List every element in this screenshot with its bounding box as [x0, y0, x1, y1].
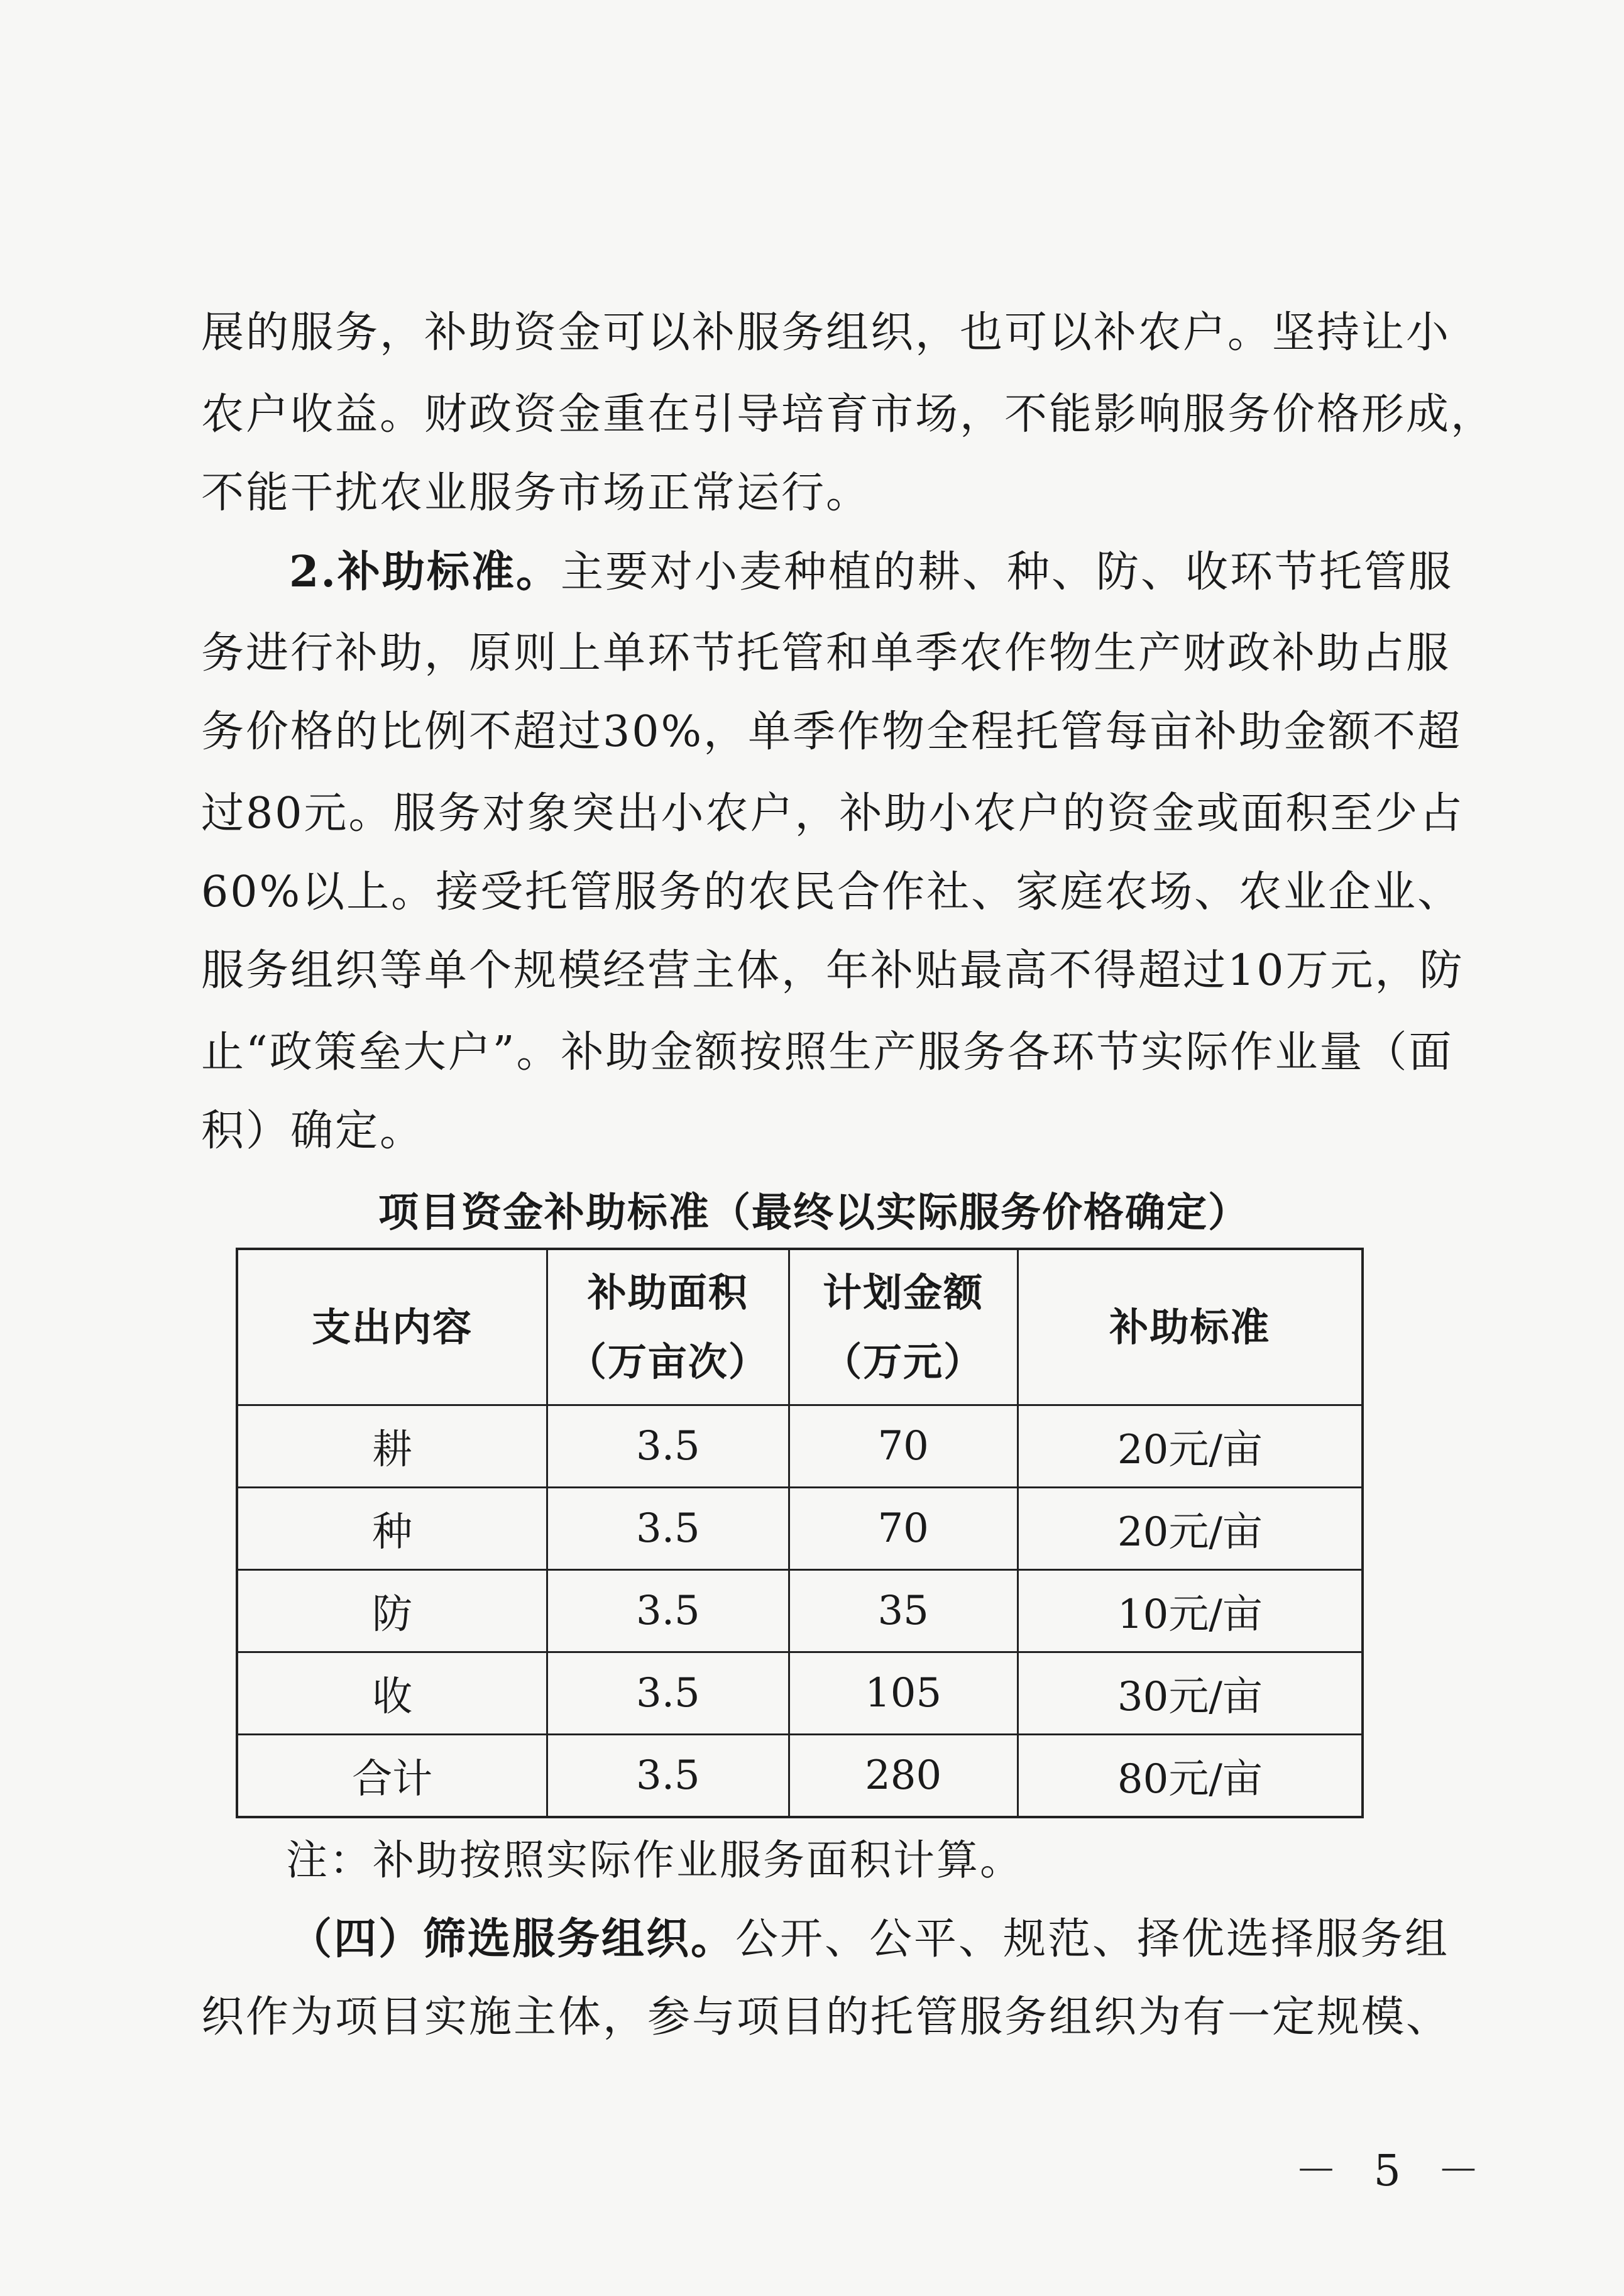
table-caption: 项目资金补助标准（最终以实际服务价格确定） — [378, 1190, 1249, 1236]
cell-amount: 70 — [789, 1488, 1018, 1570]
table-note: 注：补助按照实际作业服务面积计算。 — [286, 1836, 1023, 1884]
header-subsidy-standard: 补助标准 — [1018, 1249, 1363, 1405]
table-total-row — [237, 1735, 1363, 1818]
cell-amount: 280 — [789, 1735, 1018, 1818]
header-unit: （万亩次） — [567, 1338, 769, 1385]
table-header-row — [237, 1249, 1363, 1405]
paragraph-text: 主要对小麦种植的耕、种、防、收环节托管服 — [561, 547, 1454, 597]
paragraph-line: 织作为项目实施主体，参与项目的托管服务组织为有一定规模、 — [201, 1992, 1451, 2042]
cell-standard: 10元/亩 — [1018, 1570, 1363, 1652]
cell-area: 3.5 — [547, 1735, 789, 1818]
paragraph-line: 展的服务，补助资金可以补服务组织，也可以补农户。坚持让小 — [201, 308, 1451, 358]
paragraph-line: 务价格的比例不超过30%，单季作物全程托管每亩补助金额不超 — [201, 707, 1462, 757]
header-planned-amount — [789, 1249, 1018, 1405]
page-number: － 5 － — [1295, 2146, 1491, 2196]
cell-standard: 80元/亩 — [1018, 1735, 1363, 1818]
section-heading: （四）筛选服务组织。 — [289, 1914, 736, 1964]
paragraph-line: 过80元。服务对象突出小农户，补助小农户的资金或面积至少占 — [201, 789, 1464, 838]
paragraph-line — [289, 1914, 1450, 1965]
cell-amount: 35 — [789, 1570, 1018, 1652]
paragraph-line: 60%以上。接受托管服务的农民合作社、家庭农场、农业企业、 — [201, 867, 1462, 917]
paragraph-line: 农户收益。财政资金重在引导培育市场，不能影响服务价格形成， — [201, 390, 1496, 439]
header-expense-item: 支出内容 — [237, 1249, 547, 1405]
table-row — [237, 1570, 1363, 1652]
cell-amount: 70 — [789, 1405, 1018, 1488]
cell-standard: 20元/亩 — [1018, 1405, 1363, 1488]
table-row — [237, 1488, 1363, 1570]
cell-item: 种 — [237, 1488, 547, 1570]
cell-item: 收 — [237, 1652, 547, 1735]
paragraph-line — [289, 547, 1454, 598]
header-subsidy-area — [547, 1249, 789, 1405]
subsidy-standard-table — [236, 1248, 1364, 1818]
header-line: 补助面积 — [587, 1269, 749, 1316]
paragraph-line: 止“政策垒大户”。补助金额按照生产服务各环节实际作业量（面 — [201, 1028, 1454, 1077]
table-row — [237, 1652, 1363, 1735]
cell-standard: 30元/亩 — [1018, 1652, 1363, 1735]
cell-standard: 20元/亩 — [1018, 1488, 1363, 1570]
cell-item: 合计 — [237, 1735, 547, 1818]
header-unit: （万元） — [823, 1338, 984, 1385]
paragraph-line: 服务组织等单个规模经营主体，年补贴最高不得超过10万元，防 — [201, 946, 1464, 996]
cell-item: 耕 — [237, 1405, 547, 1488]
table-row — [237, 1405, 1363, 1488]
header-line: 计划金额 — [823, 1269, 984, 1316]
paragraph-text: 公开、公平、规范、择优选择服务组 — [735, 1914, 1450, 1964]
cell-area: 3.5 — [547, 1488, 789, 1570]
cell-area: 3.5 — [547, 1570, 789, 1652]
paragraph-line: 积）确定。 — [201, 1106, 425, 1156]
cell-area: 3.5 — [547, 1405, 789, 1488]
cell-area: 3.5 — [547, 1652, 789, 1735]
paragraph-line: 不能干扰农业服务市场正常运行。 — [201, 468, 871, 518]
cell-item: 防 — [237, 1570, 547, 1652]
section-heading: 2.补助标准。 — [289, 547, 561, 597]
paragraph-line: 务进行补助，原则上单环节托管和单季农作物生产财政补助占服 — [201, 629, 1451, 678]
cell-amount: 105 — [789, 1652, 1018, 1735]
